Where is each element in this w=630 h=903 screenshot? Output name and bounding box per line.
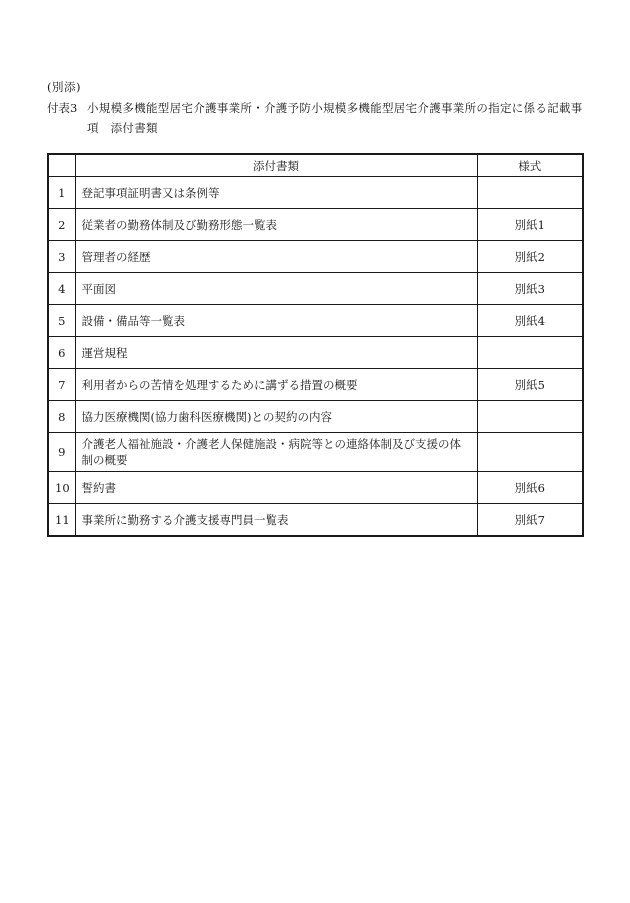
- row-document: 登記事項証明書又は条例等: [75, 177, 477, 209]
- row-form: 別紙4: [477, 305, 583, 337]
- row-document: 利用者からの苦情を処理するために講ずる措置の概要: [75, 369, 477, 401]
- row-form: [477, 433, 583, 472]
- row-number: 6: [48, 337, 75, 369]
- header-no: [48, 154, 75, 177]
- row-document: 事業所に勤務する介護支援専門員一覧表: [75, 504, 477, 537]
- table-header-row: [48, 154, 583, 177]
- row-number: 8: [48, 401, 75, 433]
- table-row: [48, 472, 583, 504]
- header-document: 添付書類: [75, 154, 477, 177]
- row-document: 協力医療機関(協力歯科医療機関)との契約の内容: [75, 401, 477, 433]
- row-document: 管理者の経歴: [75, 241, 477, 273]
- row-number: 9: [48, 433, 75, 472]
- row-form: 別紙1: [477, 209, 583, 241]
- caption-title-line-1: 小規模多機能型居宅介護事業所・介護予防小規模多機能型居宅介護事業所の指定に係る記載事: [87, 101, 583, 115]
- row-document: 介護老人福祉施設・介護老人保健施設・病院等との連絡体制及び支援の体制の概要: [75, 433, 477, 472]
- row-form: 別紙3: [477, 273, 583, 305]
- attachment-note: (別添): [47, 80, 81, 94]
- row-form: [477, 337, 583, 369]
- row-form: 別紙5: [477, 369, 583, 401]
- caption-title: [87, 98, 591, 138]
- row-document: 設備・備品等一覧表: [75, 305, 477, 337]
- attachment-table: [47, 153, 584, 537]
- row-number: 11: [48, 504, 75, 537]
- row-document: 誓約書: [75, 472, 477, 504]
- table-row: [48, 273, 583, 305]
- row-number: 7: [48, 369, 75, 401]
- row-document: 平面図: [75, 273, 477, 305]
- document-caption: [47, 98, 592, 138]
- table-row: [48, 369, 583, 401]
- caption-title-line-2: 項 添付書類: [87, 121, 158, 135]
- caption-label: 付表3: [47, 101, 78, 115]
- table-row: [48, 504, 583, 537]
- row-number: 2: [48, 209, 75, 241]
- table-row: [48, 241, 583, 273]
- table-row: [48, 433, 583, 472]
- header-form: 様式: [477, 154, 583, 177]
- row-number: 4: [48, 273, 75, 305]
- row-form: [477, 401, 583, 433]
- row-number: 10: [48, 472, 75, 504]
- table-row: [48, 401, 583, 433]
- row-form: 別紙7: [477, 504, 583, 537]
- row-number: 3: [48, 241, 75, 273]
- table-row: [48, 305, 583, 337]
- row-form: 別紙2: [477, 241, 583, 273]
- table-row: [48, 337, 583, 369]
- table-row: [48, 209, 583, 241]
- row-document: 従業者の勤務体制及び勤務形態一覧表: [75, 209, 477, 241]
- row-number: 1: [48, 177, 75, 209]
- row-number: 5: [48, 305, 75, 337]
- row-form: [477, 177, 583, 209]
- table-row: [48, 177, 583, 209]
- row-document: 運営規程: [75, 337, 477, 369]
- row-form: 別紙6: [477, 472, 583, 504]
